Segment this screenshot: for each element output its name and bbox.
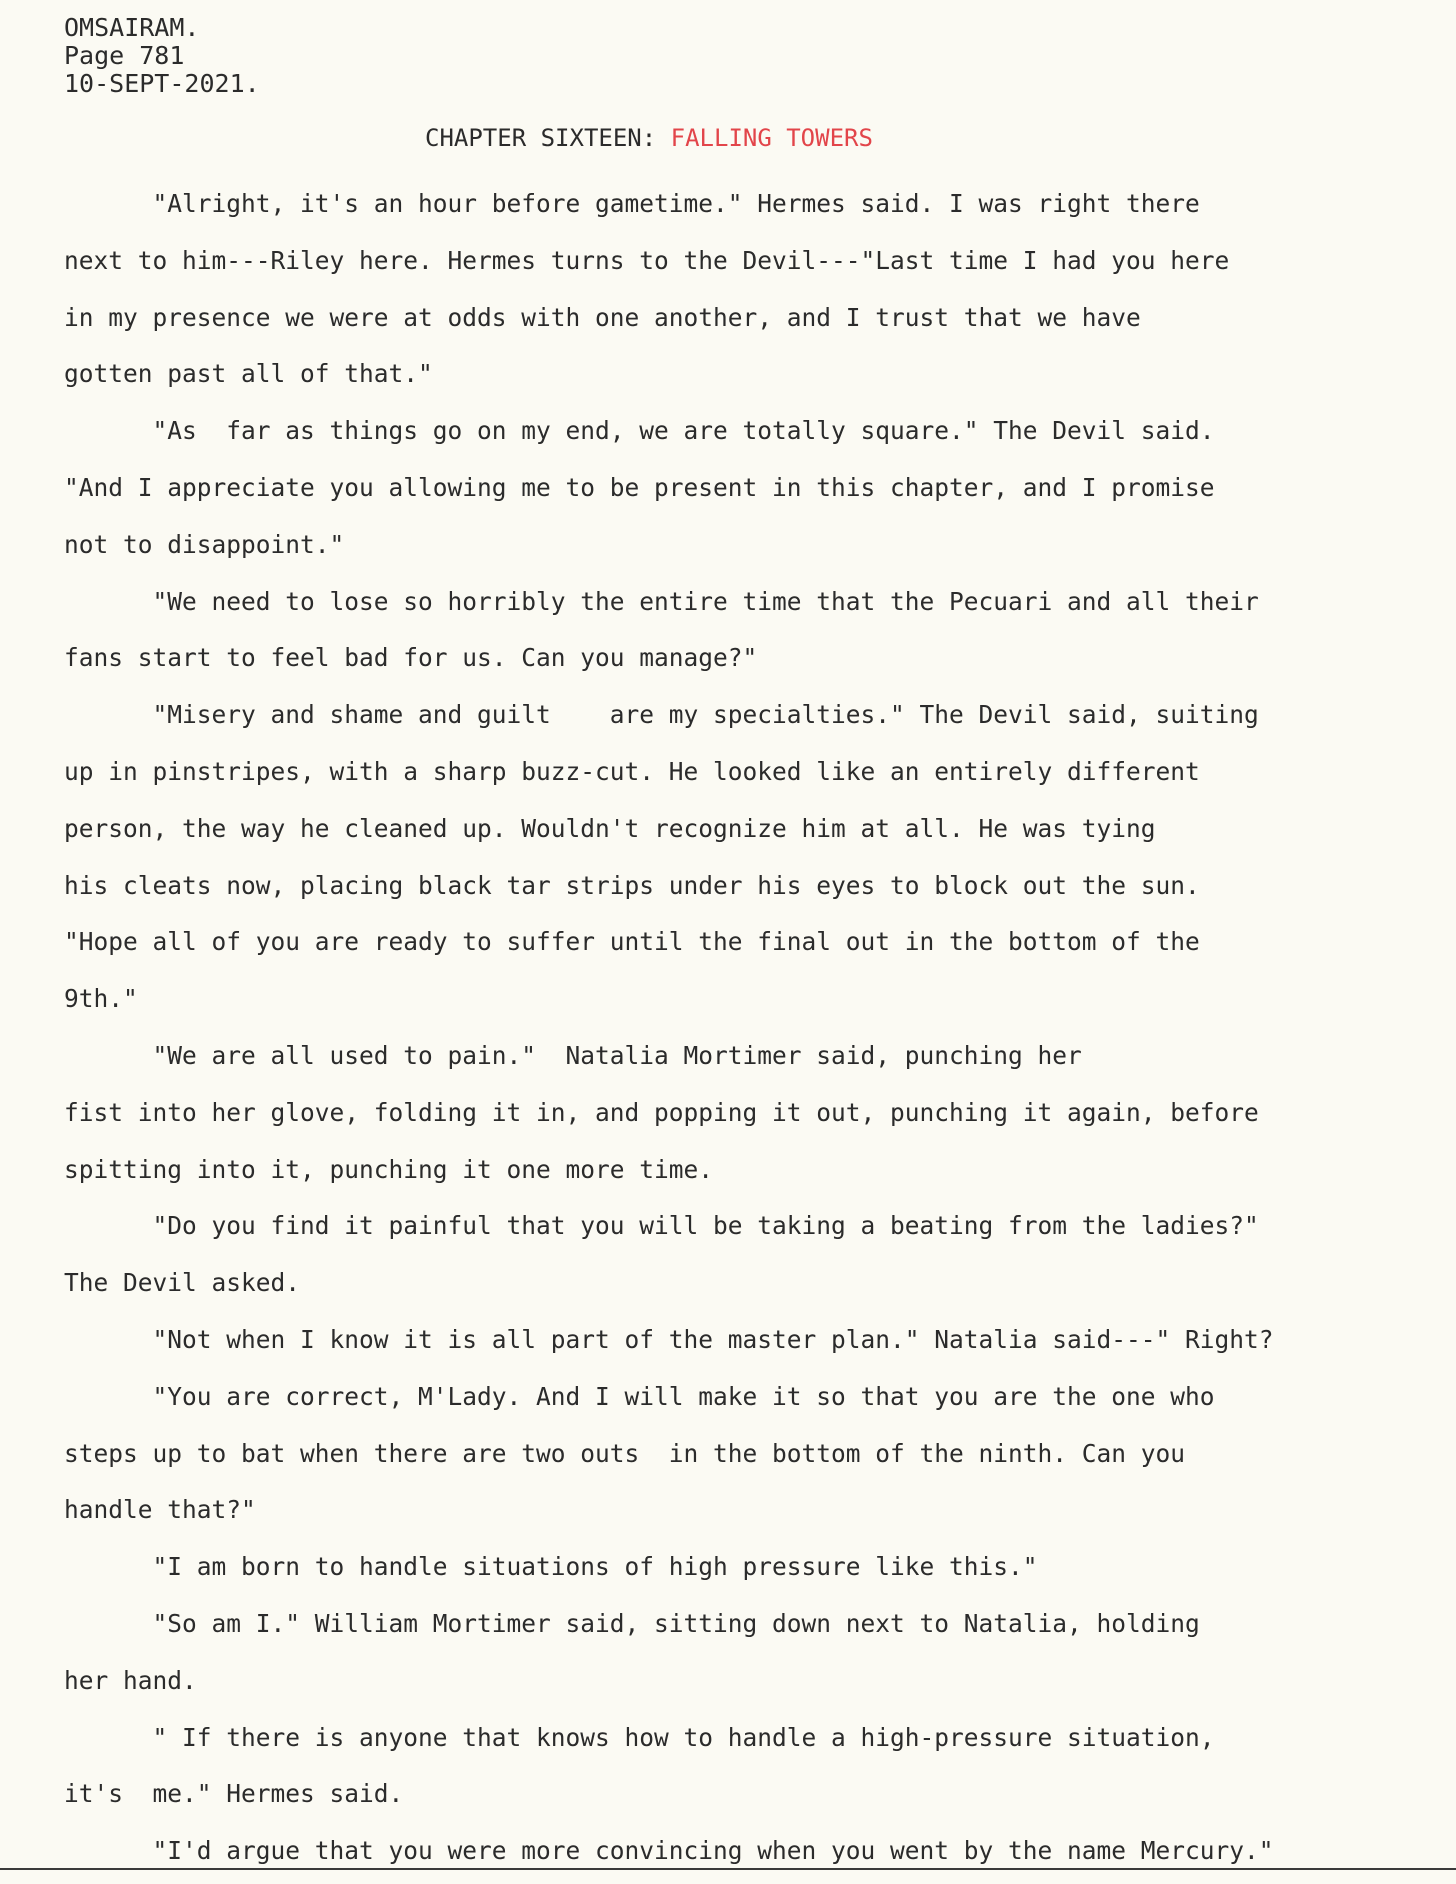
text-line: "You are correct, M'Lady. And I will make it so that you are the one who <box>64 1381 1215 1411</box>
text-line: up in pinstripes, with a sharp buzz-cut. He looked like an entirely different <box>64 756 1200 786</box>
chapter-label: CHAPTER SIXTEEN: <box>425 124 671 152</box>
text-line: "Do you find it painful that you will be taking a beating from the ladies?" <box>64 1211 1259 1241</box>
bottom-rule <box>0 1868 1456 1870</box>
text-line: "And I appreciate you allowing me to be present in this chapter, and I promise <box>64 472 1215 502</box>
page-header <box>64 14 260 98</box>
text-line: it's me." Hermes said. <box>64 1779 404 1809</box>
text-line: handle that?" <box>64 1495 256 1525</box>
text-line: The Devil asked. <box>64 1268 301 1298</box>
text-line: "Hope all of you are ready to suffer until the final out in the bottom of the <box>64 927 1200 957</box>
text-line: steps up to bat when there are two outs in the bottom of the ninth. Can you <box>64 1438 1186 1468</box>
text-line: "We are all used to pain." Natalia Mortimer said, punching her <box>64 1040 1082 1070</box>
text-line: gotten past all of that." <box>64 359 433 389</box>
text-line: spitting into it, punching it one more time. <box>64 1154 714 1184</box>
header-omsairam: OMSAIRAM. <box>64 13 200 42</box>
text-line: "So am I." William Mortimer said, sitting down next to Natalia, holding <box>64 1608 1200 1638</box>
text-line: "Alright, it's an hour before gametime." Hermes said. I was right there <box>64 189 1200 218</box>
text-line: "Not when I know it is all part of the master plan." Natalia said---" Right? <box>64 1324 1274 1354</box>
text-line: her hand. <box>64 1665 197 1695</box>
page-number: Page 781 <box>64 41 185 70</box>
page-date: 10-SEPT-2021. <box>64 69 260 98</box>
chapter-heading <box>425 124 873 152</box>
text-line: "We need to lose so horribly the entire time that the Pecuari and all their <box>64 586 1259 616</box>
text-line: "Misery and shame and guilt are my specialties." The Devil said, suiting <box>64 700 1259 730</box>
text-line: 9th." <box>64 984 138 1014</box>
text-line: next to him---Riley here. Hermes turns to the Devil---"Last time I had you here <box>64 245 1230 275</box>
text-line: not to disappoint." <box>64 529 345 559</box>
text-line: "As far as things go on my end, we are totally square." The Devil said. <box>64 416 1215 446</box>
text-line: " If there is anyone that knows how to handle a high-pressure situation, <box>64 1722 1215 1752</box>
body-text <box>64 176 1449 1880</box>
text-line: "I am born to handle situations of high pressure like this." <box>64 1552 1038 1582</box>
chapter-title-accent: FALLING TOWERS <box>670 124 873 152</box>
text-line: fist into her glove, folding it in, and popping it out, punching it again, before <box>64 1097 1259 1127</box>
text-line: in my presence we were at odds with one another, and I trust that we have <box>64 302 1141 332</box>
text-line: his cleats now, placing black tar strips under his eyes to block out the sun. <box>64 870 1200 900</box>
text-line: person, the way he cleaned up. Wouldn't recognize him at all. He was tying <box>64 813 1156 843</box>
text-line: fans start to feel bad for us. Can you manage?" <box>64 643 758 673</box>
text-line: "I'd argue that you were more convincing when you went by the name Mercury." <box>64 1836 1274 1866</box>
